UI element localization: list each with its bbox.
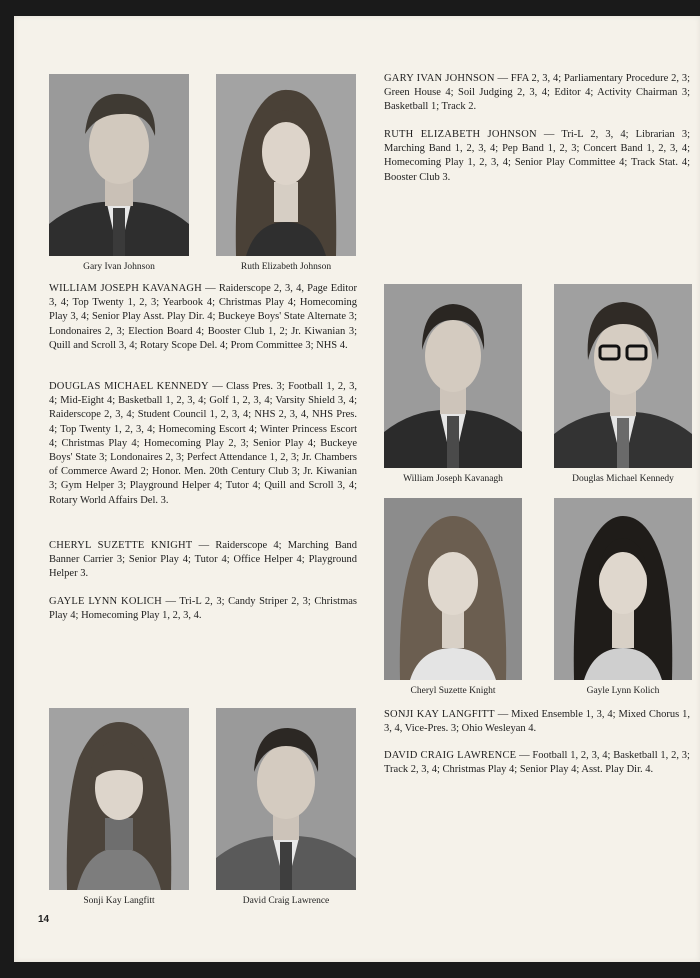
caption-gayle: Gayle Lynn Kolich xyxy=(586,686,660,696)
portrait-female-photo xyxy=(554,498,692,680)
entry-name: GARY IVAN JOHNSON xyxy=(384,73,495,84)
entry-name: WILLIAM JOSEPH KAVANAGH xyxy=(49,283,202,294)
portrait-female-photo xyxy=(216,74,356,256)
entry-activities: — Tri-L 2, 3; Candy Striper 2, 3; Christmas Play 4; Homecoming Play 1, 2, 3, 4. xyxy=(49,596,357,622)
caption-sonji: Sonji Kay Langfitt xyxy=(83,896,155,906)
portrait-photo-gary xyxy=(49,74,189,256)
page-number: 14 xyxy=(38,914,50,925)
portrait-photo-william xyxy=(384,284,522,468)
portrait-male-photo xyxy=(49,74,189,256)
entry-gary xyxy=(384,72,690,115)
entry-cheryl xyxy=(49,539,357,582)
portrait-photo-ruth xyxy=(216,74,356,256)
caption-david: David Craig Lawrence xyxy=(242,896,330,906)
caption-william: William Joseph Kavanagh xyxy=(403,474,503,484)
portrait-male-photo xyxy=(216,708,356,890)
entry-activities: — FFA 2, 3, 4; Parliamentary Procedure 2, 3; Green House 4; Soil Judging 2, 3, 4; Editor 4; Activity Chairman 3; Basketball 1; Track 2. xyxy=(384,73,690,113)
portrait-photo-cheryl xyxy=(384,498,522,680)
entry-douglas xyxy=(49,380,357,508)
entry-name: DAVID CRAIG LAWRENCE xyxy=(384,750,517,761)
portrait-photo-gayle xyxy=(554,498,692,680)
portrait-female-photo xyxy=(49,708,189,890)
caption-cheryl: Cheryl Suzette Knight xyxy=(410,686,496,696)
entry-david xyxy=(384,749,690,777)
entry-name: GAYLE LYNN KOLICH xyxy=(49,596,162,607)
entry-sonji xyxy=(384,708,690,736)
entry-william xyxy=(49,282,357,353)
portrait-photo-sonji xyxy=(49,708,189,890)
entry-name: CHERYL SUZETTE KNIGHT xyxy=(49,540,193,551)
caption-ruth: Ruth Elizabeth Johnson xyxy=(240,262,332,272)
entry-gayle xyxy=(49,595,357,623)
entry-activities: — Class Pres. 3; Football 1, 2, 3, 4; Mid-Eight 4; Basketball 1, 2, 3, 4; Golf 1, 2, 3, 4; Varsity Shield 3, 4; Raiderscope 2, 3, 4; Student Council 1, 2, 3, 4; NHS 2, 3, 4, NHS Pres. 4; Top Twenty 1, 2, 3, 4; Homecoming Escort 4; Winter Princess Escort 4; Christmas Play 4; Homecoming Play 2, 3; Senior Play 4; Buckeye Boys' State 3; Londonaires 2, 3; Perfect Attendance 1, 2, 3; Jr. Chambers of Commerce Award 2; Honor. Men. 20th Century Club 3; Jr. Kiwanian 3; Gym Helper 3; Playground Helper 4; Tutor 4; Quill and Scroll 3, 4; Rotary World Affairs Del. 3. xyxy=(49,381,357,506)
portrait-photo-douglas xyxy=(554,284,692,468)
entry-activities: — Raiderscope 2, 3, 4, Page Editor 3, 4; Top Twenty 1, 2, 3; Yearbook 4; Christmas Play 4; Homecoming Play 3, 4; Senior Play Asst. Play Dir. 4; Buckeye Boys' State Alternate 3; Londonaires 2, 3; Election Board 4; Booster Club 1, 2; Jr. Kiwanian 3; Quill and Scroll 3, 4; Rotary Scope Del. 4; Prom Committee 3; NHS 4. xyxy=(49,283,357,351)
entry-activities: — Raiderscope 4; Marching Band Banner Carrier 3; Senior Play 4; Tutor 4; Office Helper 4; Playground Helper 3. xyxy=(49,540,357,580)
portrait-male-photo xyxy=(384,284,522,468)
caption-douglas: Douglas Michael Kennedy xyxy=(572,474,674,484)
entry-activities: — Football 1, 2, 3, 4; Basketball 1, 2, 3; Track 2, 3, 4; Christmas Play 4; Senior Play 4; Asst. Play Dir. 4. xyxy=(384,750,690,776)
portrait-female-photo xyxy=(384,498,522,680)
entry-name: DOUGLAS MICHAEL KENNEDY xyxy=(49,381,209,392)
entry-activities: — Tri-L 2, 3, 4; Librarian 3; Marching Band 1, 2, 3, 4; Pep Band 1, 2, 3; Concert Band 1, 2, 3, 4; Homecoming Play 1, 2, 3, 4; Senior Play Committee 4; Track Stat. 4; Booster Club 3. xyxy=(384,129,690,183)
entry-name: SONJI KAY LANGFITT xyxy=(384,709,495,720)
portrait-photo-david xyxy=(216,708,356,890)
entry-activities: — Mixed Ensemble 1, 3, 4; Mixed Chorus 1, 3, 4, Vice-Pres. 3; Ohio Wesleyan 4. xyxy=(384,709,690,735)
caption-gary: Gary Ivan Johnson xyxy=(83,262,155,272)
portrait-male-glasses-photo xyxy=(554,284,692,468)
yearbook-page xyxy=(14,16,700,962)
entry-ruth xyxy=(384,128,690,185)
entry-name: RUTH ELIZABETH JOHNSON xyxy=(384,129,537,140)
